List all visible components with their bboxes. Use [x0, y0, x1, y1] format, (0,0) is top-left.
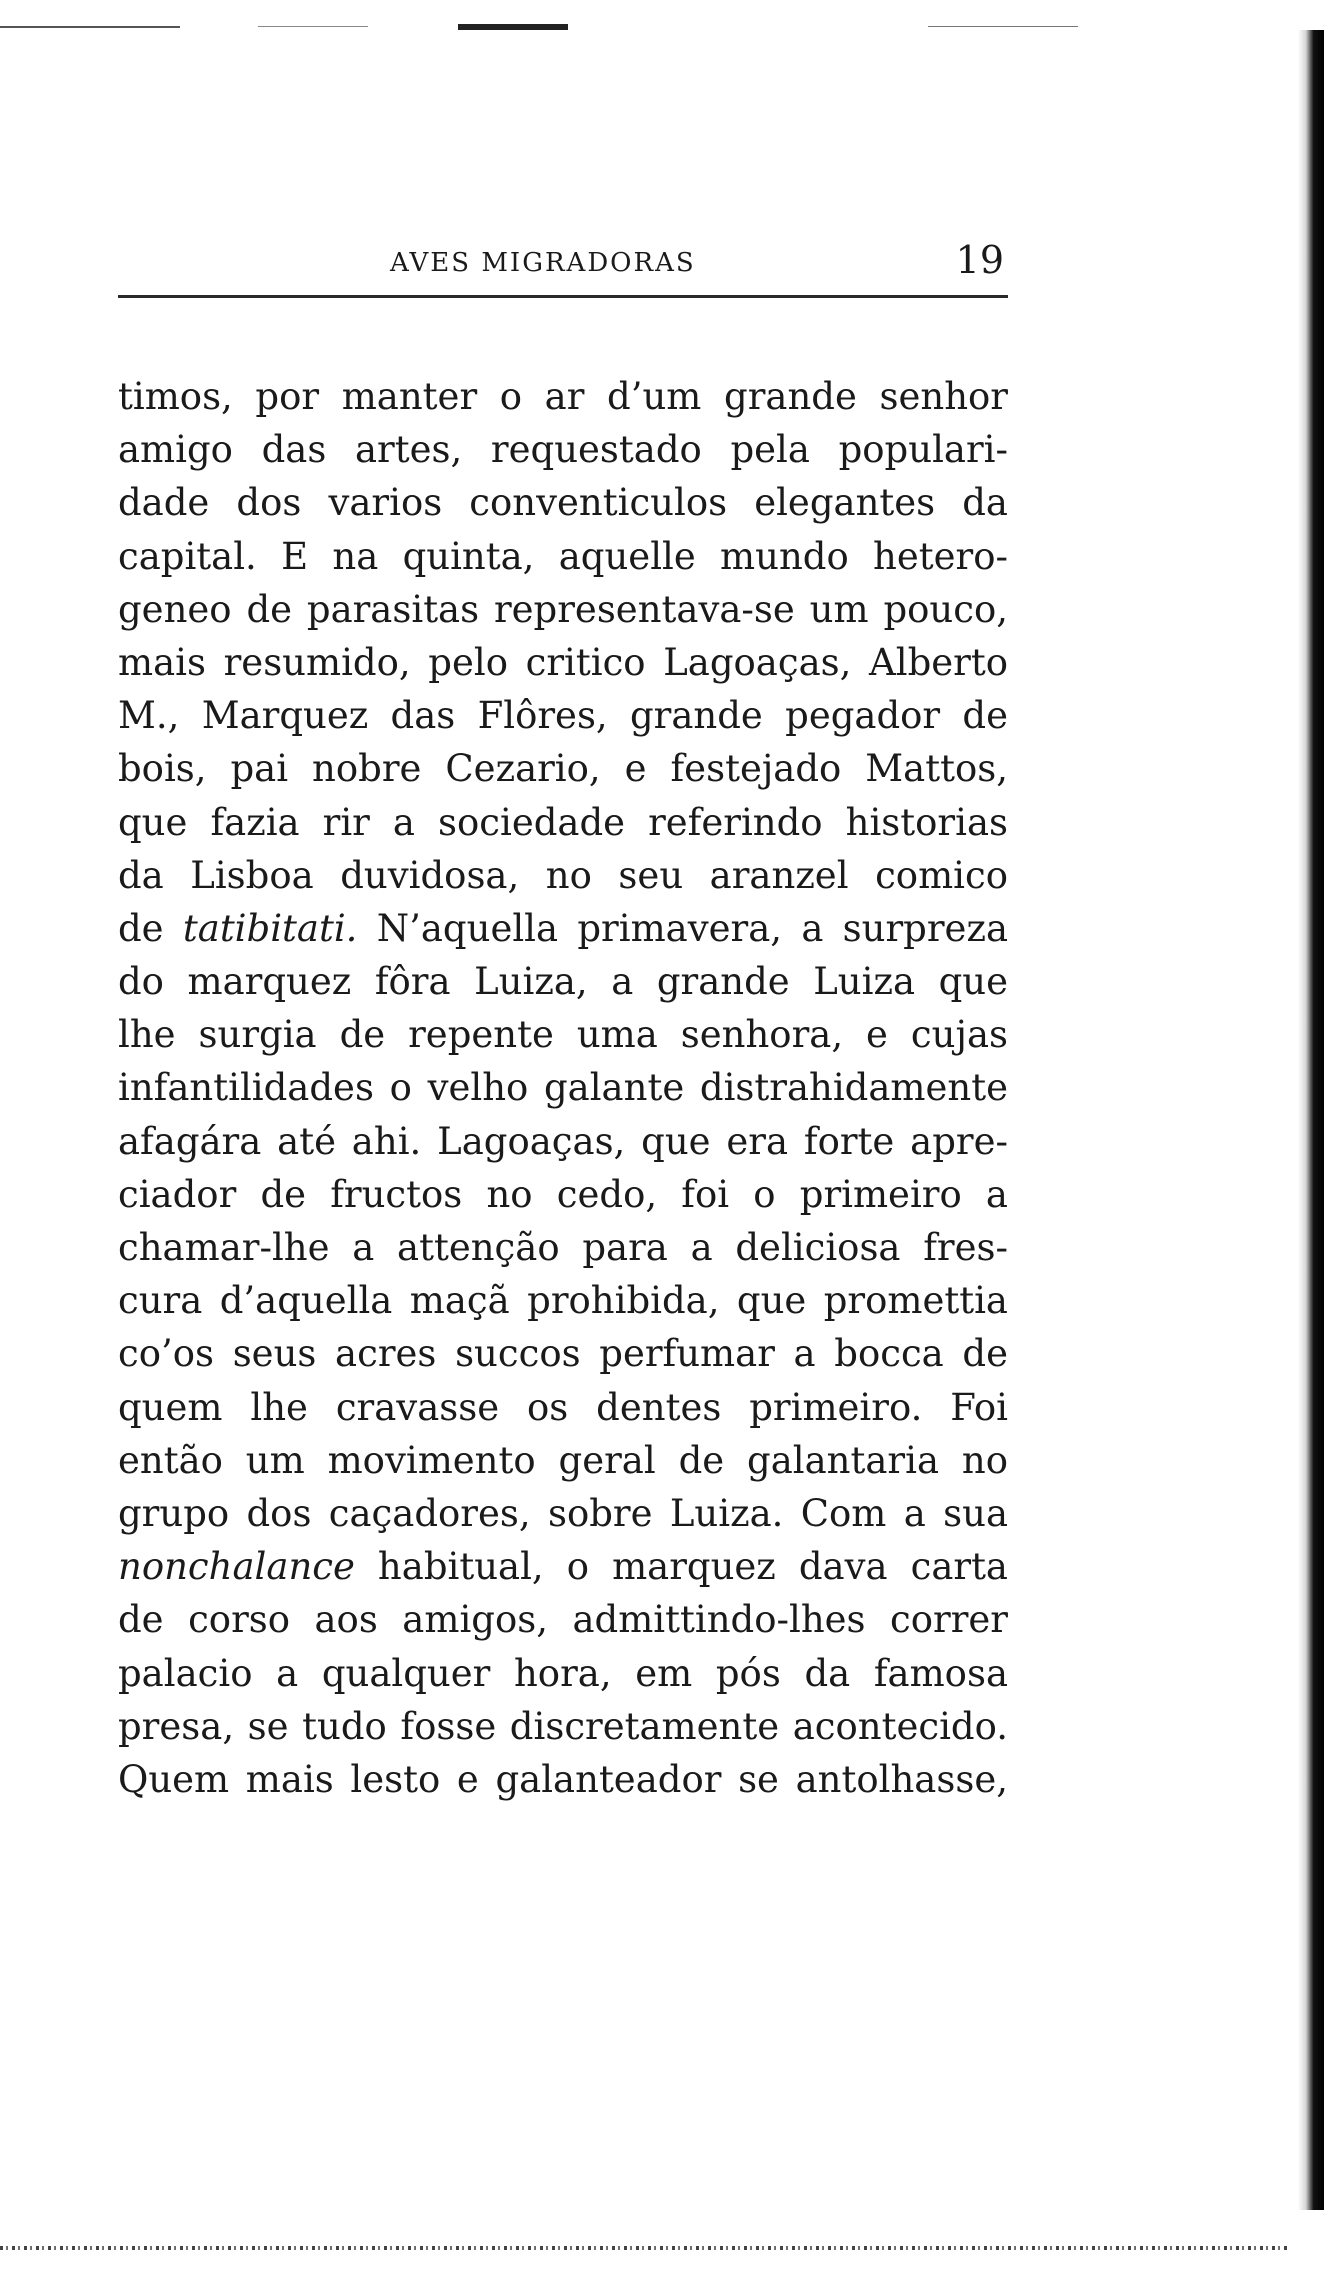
text-line: infantilidades o velho galante distrahidamente [118, 1066, 1008, 1110]
body-text [118, 370, 1008, 1806]
scan-edge-mark [458, 24, 568, 30]
scan-bottom-edge [0, 2246, 1290, 2250]
text-line: grupo dos caçadores, sobre Luiza. Com a sua [118, 1491, 1008, 1535]
italic-term: nonchalance [118, 1545, 355, 1589]
text-line: quem lhe cravasse os dentes primeiro. Foi [118, 1385, 1008, 1429]
text-line: co’os seus acres succos perfumar a bocca de [118, 1332, 1008, 1376]
text-line: ciador de fructos no cedo, foi o primeiro a [118, 1172, 1008, 1216]
text-line: geneo de parasitas representava-se um pouco, [118, 587, 1008, 631]
text-line: então um movimento geral de galantaria no [118, 1438, 1008, 1482]
header-rule [118, 295, 1008, 298]
text-line: capital. E na quinta, aquelle mundo hetero- [118, 534, 1008, 578]
text-line: dade dos varios conventiculos elegantes da [118, 481, 1008, 525]
text-line: lhe surgia de repente uma senhora, e cujas [118, 1013, 1008, 1057]
text-segment: N’aquella primavera, a surpreza [357, 906, 1008, 950]
scan-binding-shadow [1298, 30, 1324, 2210]
text-line [118, 902, 1008, 955]
scan-edge-mark [928, 26, 1078, 27]
text-line: chamar-lhe a attenção para a deliciosa fres- [118, 1226, 1008, 1269]
text-line: do marquez fôra Luiza, a grande Luiza que [118, 960, 1008, 1004]
text-line: palacio a qualquer hora, em pós da famosa [118, 1651, 1008, 1695]
scan-edge-mark [0, 26, 180, 28]
text-line: Quem mais lesto e galanteador se antolhasse, [118, 1757, 1008, 1801]
text-segment: habitual, o marquez dava carta [354, 1545, 1008, 1589]
text-line: da Lisboa duvidosa, no seu aranzel comico [118, 853, 1008, 897]
text-line: timos, por manter o ar d’um grande senhor [118, 375, 1008, 418]
scan-edge-mark [258, 26, 368, 27]
text-line: bois, pai nobre Cezario, e festejado Mattos, [118, 747, 1008, 791]
text-line [118, 1540, 1008, 1593]
text-line: mais resumido, pelo critico Lagoaças, Alberto [118, 640, 1008, 684]
text-line: que fazia rir a sociedade referindo historias [118, 800, 1008, 844]
text-line: presa, se tudo fosse discretamente acontecido. [118, 1704, 1008, 1748]
text-line: cura d’aquella maçã prohibida, que promettia [118, 1279, 1008, 1323]
text-segment: de [118, 906, 183, 950]
text-line: amigo das artes, requestado pela populari- [118, 428, 1008, 472]
italic-term: tatibitati. [182, 906, 358, 950]
page-header [118, 238, 1008, 284]
text-line: de corso aos amigos, admittindo-lhes correr [118, 1598, 1008, 1642]
text-line: M., Marquez das Flôres, grande pegador de [118, 694, 1008, 738]
page-number: 19 [955, 238, 1004, 282]
running-title: AVES MIGRADORAS [390, 248, 696, 278]
text-line: afagára até ahi. Lagoaças, que era forte apre- [118, 1119, 1008, 1163]
